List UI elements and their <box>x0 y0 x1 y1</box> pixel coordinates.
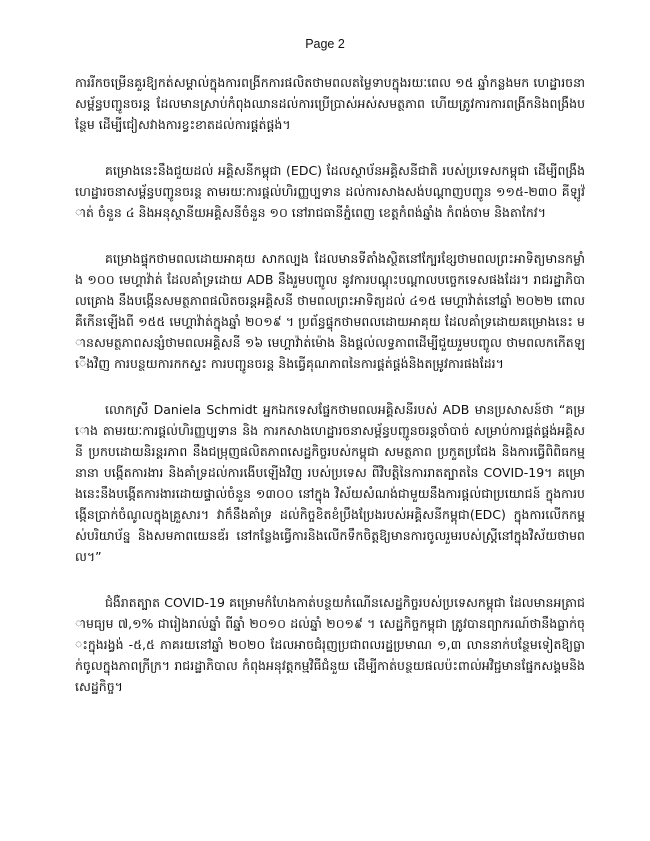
paragraph-project-scope: គម្រោងនេះនឹងជួយដល់ អគ្គិសនីកម្ពុជា (EDC) ដែលស្ថាប័នអគ្គិសនីជាតិ របស់ប្រទេសកម្ពុជា ដើម្បីពង្រឹងហេដ្ឋារចនាសម្ព័ន្ធបញ្ជូនចរន្ត តាមរយៈការផ្តល់ហិរញ្ញប្បទាន ដល់ការសាងសង់បណ្តាញបញ្ជូន ១១៥-២៣០ គីឡូវ៉ាត់ ចំនួន ៤ និងអនុស្ថានីយអគ្គិសនីចំនួន ១០ នៅរាជធានីភ្នំពេញ ខេត្តកំពង់ឆ្នាំង កំពង់ចាម និងតាកែវ។ <box>75 163 585 220</box>
paragraph-covid-impact: ជំងឺរាតត្បាត COVID-19 គម្រោមកំហែងកាត់បន្ថយកំណើនសេដ្ឋកិច្ចរបស់ប្រទេសកម្ពុជា ដែលមានអត្រាជាមធ្យម ៧,១% ជារៀងរាល់ឆ្នាំ ពីឆ្នាំ ២០១០ ដល់ឆ្នាំ ២០១៩ ។ សេដ្ឋកិច្ចកម្ពុជា ត្រូវបានព្យាករណ៍ថានឹងធ្លាក់ចុះក្នុងរង្វង់ -៥,៥ ភាគរយនៅឆ្នាំ ២០២០ ដែលអាចជំរុញប្រជាពលរដ្ឋប្រមាណ ១,៣ លាននាក់បន្ថែមទៀតឱ្យធ្លាក់ចូលក្នុងភាពក្រីក្រ។ រាជរដ្ឋាភិបាល កំពុងអនុវត្តកម្មវិធីជំនួយ ដើម្បីកាត់បន្ថយផលប៉ះពាល់អវិជ្ជមានផ្នែកសង្គមនិងសេដ្ឋកិច្ច។ <box>75 595 585 694</box>
paragraph-adb-quote: លោកស្រី Daniela Schmidt អ្នកឯកទេសផ្នែកថាមពលអគ្គិសនីរបស់ ADB មានប្រសាសន៍ថា “គម្រោង តាមរយៈការផ្តល់ហិរញ្ញប្បទាន និង ការកសាងហេដ្ឋារចនាសម្ព័ន្ធបញ្ជូនចរន្តចាំបាច់ សម្រាប់ការផ្គត់ផ្គង់អគ្គិសនី ប្រកបដោយនិរន្តរភាព នឹងជម្រុញផលិតភាពសេដ្ឋកិច្ចរបស់កម្ពុជា សមត្ថភាព ប្រកួតប្រជែង និងការធ្វើពិពិធកម្មនានា បង្កើតការងារ និងគាំទ្រដល់ការងើបឡើងវិញ របស់ប្រទេស ពីវិបត្តិនៃការរាតត្បាតនៃ COVID-19។ គម្រោងនេះនឹងបង្កើតការងារដោយផ្ទាល់ចំនួន ១៣០០ នៅក្នុង វិស័យសំណង់ជាមួយនឹងការផ្តល់ជាប្រយោជន៍ ក្នុងការបង្កើនប្រាក់ចំណូលក្នុងគ្រួសារ។ វាក៏នឹងគាំទ្រ ដល់កិច្ចខិតខំប្រឹងប្រែងរបស់អគ្គិសនីកម្ពុជា(EDC) ក្នុងការលើកកម្ពស់បរិយាប័ន្ន និងសមភាពយេនឌ័រ នៅកន្លែងធ្វើការនិងលើកទឹកចិត្តឱ្យមានការចូលរួមរបស់ស្ត្រីនៅក្នុងវិស័យថាមពល។” <box>75 402 585 564</box>
document-body <box>75 72 585 722</box>
paragraph-battery-storage: គម្រោងផ្ទុកថាមពលដោយអាគុយ សាកល្បង ដែលមានទីតាំងស្ថិតនៅក្បែរខ្សែថាមពលព្រះអាទិត្យមានកម្លាំង ១០០ មេហ្គាវ៉ាត់ ដែលគាំទ្រដោយ ADB នឹងរួមបញ្ចូល នូវការបណ្តុះបណ្តាលបច្ចេកទេសផងដែរ។ រាជរដ្ឋាភិបាលគ្រោង នឹងបង្កើនសមត្ថភាពផលិតចរន្តអគ្គិសនី ថាមពលព្រះអាទិត្យដល់ ៤១៥ មេហ្គាវ៉ាត់នៅឆ្នាំ ២០២២ ពោលគឺកើនឡើងពី ១៥៥ មេហ្គាវ៉ាត់ក្នុងឆ្នាំ ២០១៩ ។ ប្រព័ន្ធផ្ទុកថាមពលដោយអាគុយ ដែលគាំទ្រដោយគម្រោងនេះ មានសមត្ថភាពសន្សំថាមពលអគ្គិសនី ១៦ មេហ្គាវ៉ាត់ម៉ោង និងផ្តល់លទ្ធភាពដើម្បីជួយរួមបញ្ចូល ថាមពលកកើតឡើងវិញ ការបន្ថយការកកស្ទះ ការបញ្ជូនចរន្ត និងធ្វើគុណភាពនៃការផ្គត់ផ្គង់និងតម្រូវការផងដែរ។ <box>75 251 585 371</box>
paragraph-transmission-capacity: ការរីកចម្រើនគួរឱ្យកត់សម្គាល់ក្នុងការពង្រីកការផលិតថាមពលតម្លៃទាបក្នុងរយៈពេល ១៥ ឆ្នាំកន្លងមក ហេដ្ឋារចនាសម្ព័ន្ធបញ្ជូនចរន្ត ដែលមានស្រាប់កំពុងឈានដល់ការប្រើប្រាស់អស់សមត្ថភាព ហើយត្រូវការការពង្រីកនិងពង្រឹងបន្ថែម ដើម្បីជៀសវាងការខ្វះខាតដល់ការផ្គត់ផ្គង់។ <box>75 75 585 132</box>
page-number-header: Page 2 <box>305 37 345 51</box>
